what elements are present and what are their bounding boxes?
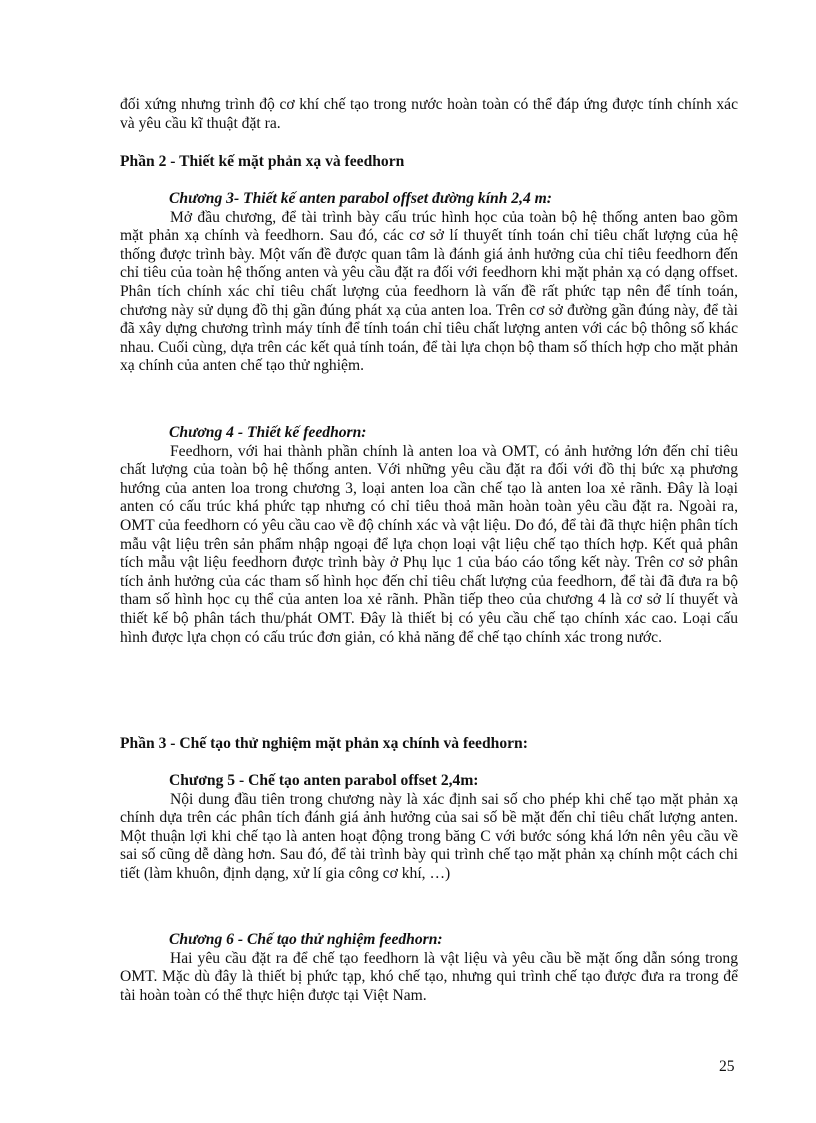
part2-heading: Phần 2 - Thiết kế mặt phản xạ và feedhorn: [120, 153, 405, 170]
chapter5-section: [120, 772, 738, 884]
chapter3-title: Chương 3- Thiết kế anten parabol offset đường kính 2,4 m:: [169, 190, 552, 207]
intro-section: [120, 96, 738, 133]
chapter4-section: [120, 424, 738, 647]
page-number: 25: [719, 1058, 735, 1075]
chapter6-body: Hai yêu cầu đặt ra để chế tạo feedhorn là vật liệu và yêu cầu bề mặt ống dẫn sóng trong OMT. Mặc dù đây là thiết bị phức tạp, khó chế tạo, nhưng qui trình chế tạo được đưa ra trong để tài hoàn toàn có thể thực hiện được tại Việt Nam.: [120, 949, 738, 1004]
chapter3-body: Mở đầu chương, để tài trình bày cấu trúc hình học của toàn bộ hệ thống anten bao gồm mặt phản xạ chính và feedhorn. Sau đó, các cơ sở lí thuyết tính toán chỉ tiêu chất lượng của hệ thống được trình bày. Một vấn đề được quan tâm là đánh giá ảnh hưởng của chỉ tiêu feedhorn đến chỉ tiêu của toàn hệ thống anten và yêu cầu đặt ra đối với feedhorn khi mặt phản xạ có dạng offset. Phân tích chính xác chỉ tiêu chất lượng của feedhorn là vấn đề rất phức tạp nên để tính toán, chương này sử dụng đồ thị gần đúng phát xạ của anten loa. Trên cơ sở đường gần đúng này, để tài đã xây dựng chương trình máy tính để tính toán chỉ tiêu chất lượng anten với các bộ thông số khác nhau. Cuối cùng, dựa trên các kết quả tính toán, để tài lựa chọn bộ tham số thích hợp cho mặt phản xạ chính của anten chế tạo thử nghiệm.: [120, 208, 738, 375]
chapter6-title: Chương 6 - Chế tạo thử nghiệm feedhorn:: [169, 931, 443, 948]
chapter4-body: Feedhorn, với hai thành phần chính là anten loa và OMT, có ảnh hưởng lớn đến chỉ tiêu chất lượng của toàn bộ hệ thống anten. Với những yêu cầu đặt ra đối với đồ thị bức xạ phương hướng của anten loa trong chương 3, loại anten loa cần chế tạo là anten loa xẻ rãnh. Đây là loại anten có cấu trúc khá phức tạp nhưng có chỉ tiêu thoả mãn hoàn toàn yêu cầu đặt ra. Ngoài ra, OMT của feedhorn có yêu cầu cao về độ chính xác và vật liệu. Do đó, để tài đã thực hiện phân tích mẫu vật liệu trên sản phẩm nhập ngoại để lựa chọn loại vật liệu chế tạo thích hợp. Kết quả phân tích mẫu vật liệu feedhorn được trình bày ở Phụ lục 1 của báo cáo tổng kết này. Trên cơ sở phân tích ảnh hưởng của các tham số hình học đến chỉ tiêu chất lượng của feedhorn, để tài đã đưa ra bộ tham số hình học cụ thể của anten loa xẻ rãnh. Phần tiếp theo của chương 4 là cơ sở lí thuyết và thiết kế bộ phân tách thu/phát OMT. Đây là thiết bị có yêu cầu chế tạo chính xác cao. Loại cấu hình được lựa chọn có cấu trúc đơn giản, có khả năng để chế tạo chính xác trong nước.: [120, 442, 738, 646]
intro-paragraph: đối xứng nhưng trình độ cơ khí chế tạo trong nước hoàn toàn có thể đáp ứng được tính chính xác và yêu cầu kĩ thuật đặt ra.: [120, 96, 738, 132]
chapter3-section: [120, 190, 738, 376]
part2-section: [120, 153, 738, 172]
chapter5-title: Chương 5 - Chế tạo anten parabol offset 2,4m:: [169, 772, 479, 789]
chapter6-section: [120, 931, 738, 1005]
part3-heading: Phần 3 - Chế tạo thử nghiệm mặt phản xạ chính và feedhorn:: [120, 735, 528, 752]
chapter5-body: Nội dung đầu tiên trong chương này là xác định sai số cho phép khi chế tạo mặt phản xạ chính dựa trên các phân tích đánh giá ảnh hưởng của sai số bề mặt đến chỉ tiêu chất lượng anten. Một thuận lợi khi chế tạo là anten hoạt động trong băng C với bước sóng khá lớn nên yêu cầu về sai số cũng dễ dàng hơn. Sau đó, để tài trình bày qui trình chế tạo mặt phản xạ chính một cách chi tiết (làm khuôn, định dạng, xử lí gia công cơ khí, …): [120, 790, 738, 882]
chapter4-title: Chương 4 - Thiết kế feedhorn:: [169, 424, 367, 441]
part3-section: [120, 735, 738, 754]
